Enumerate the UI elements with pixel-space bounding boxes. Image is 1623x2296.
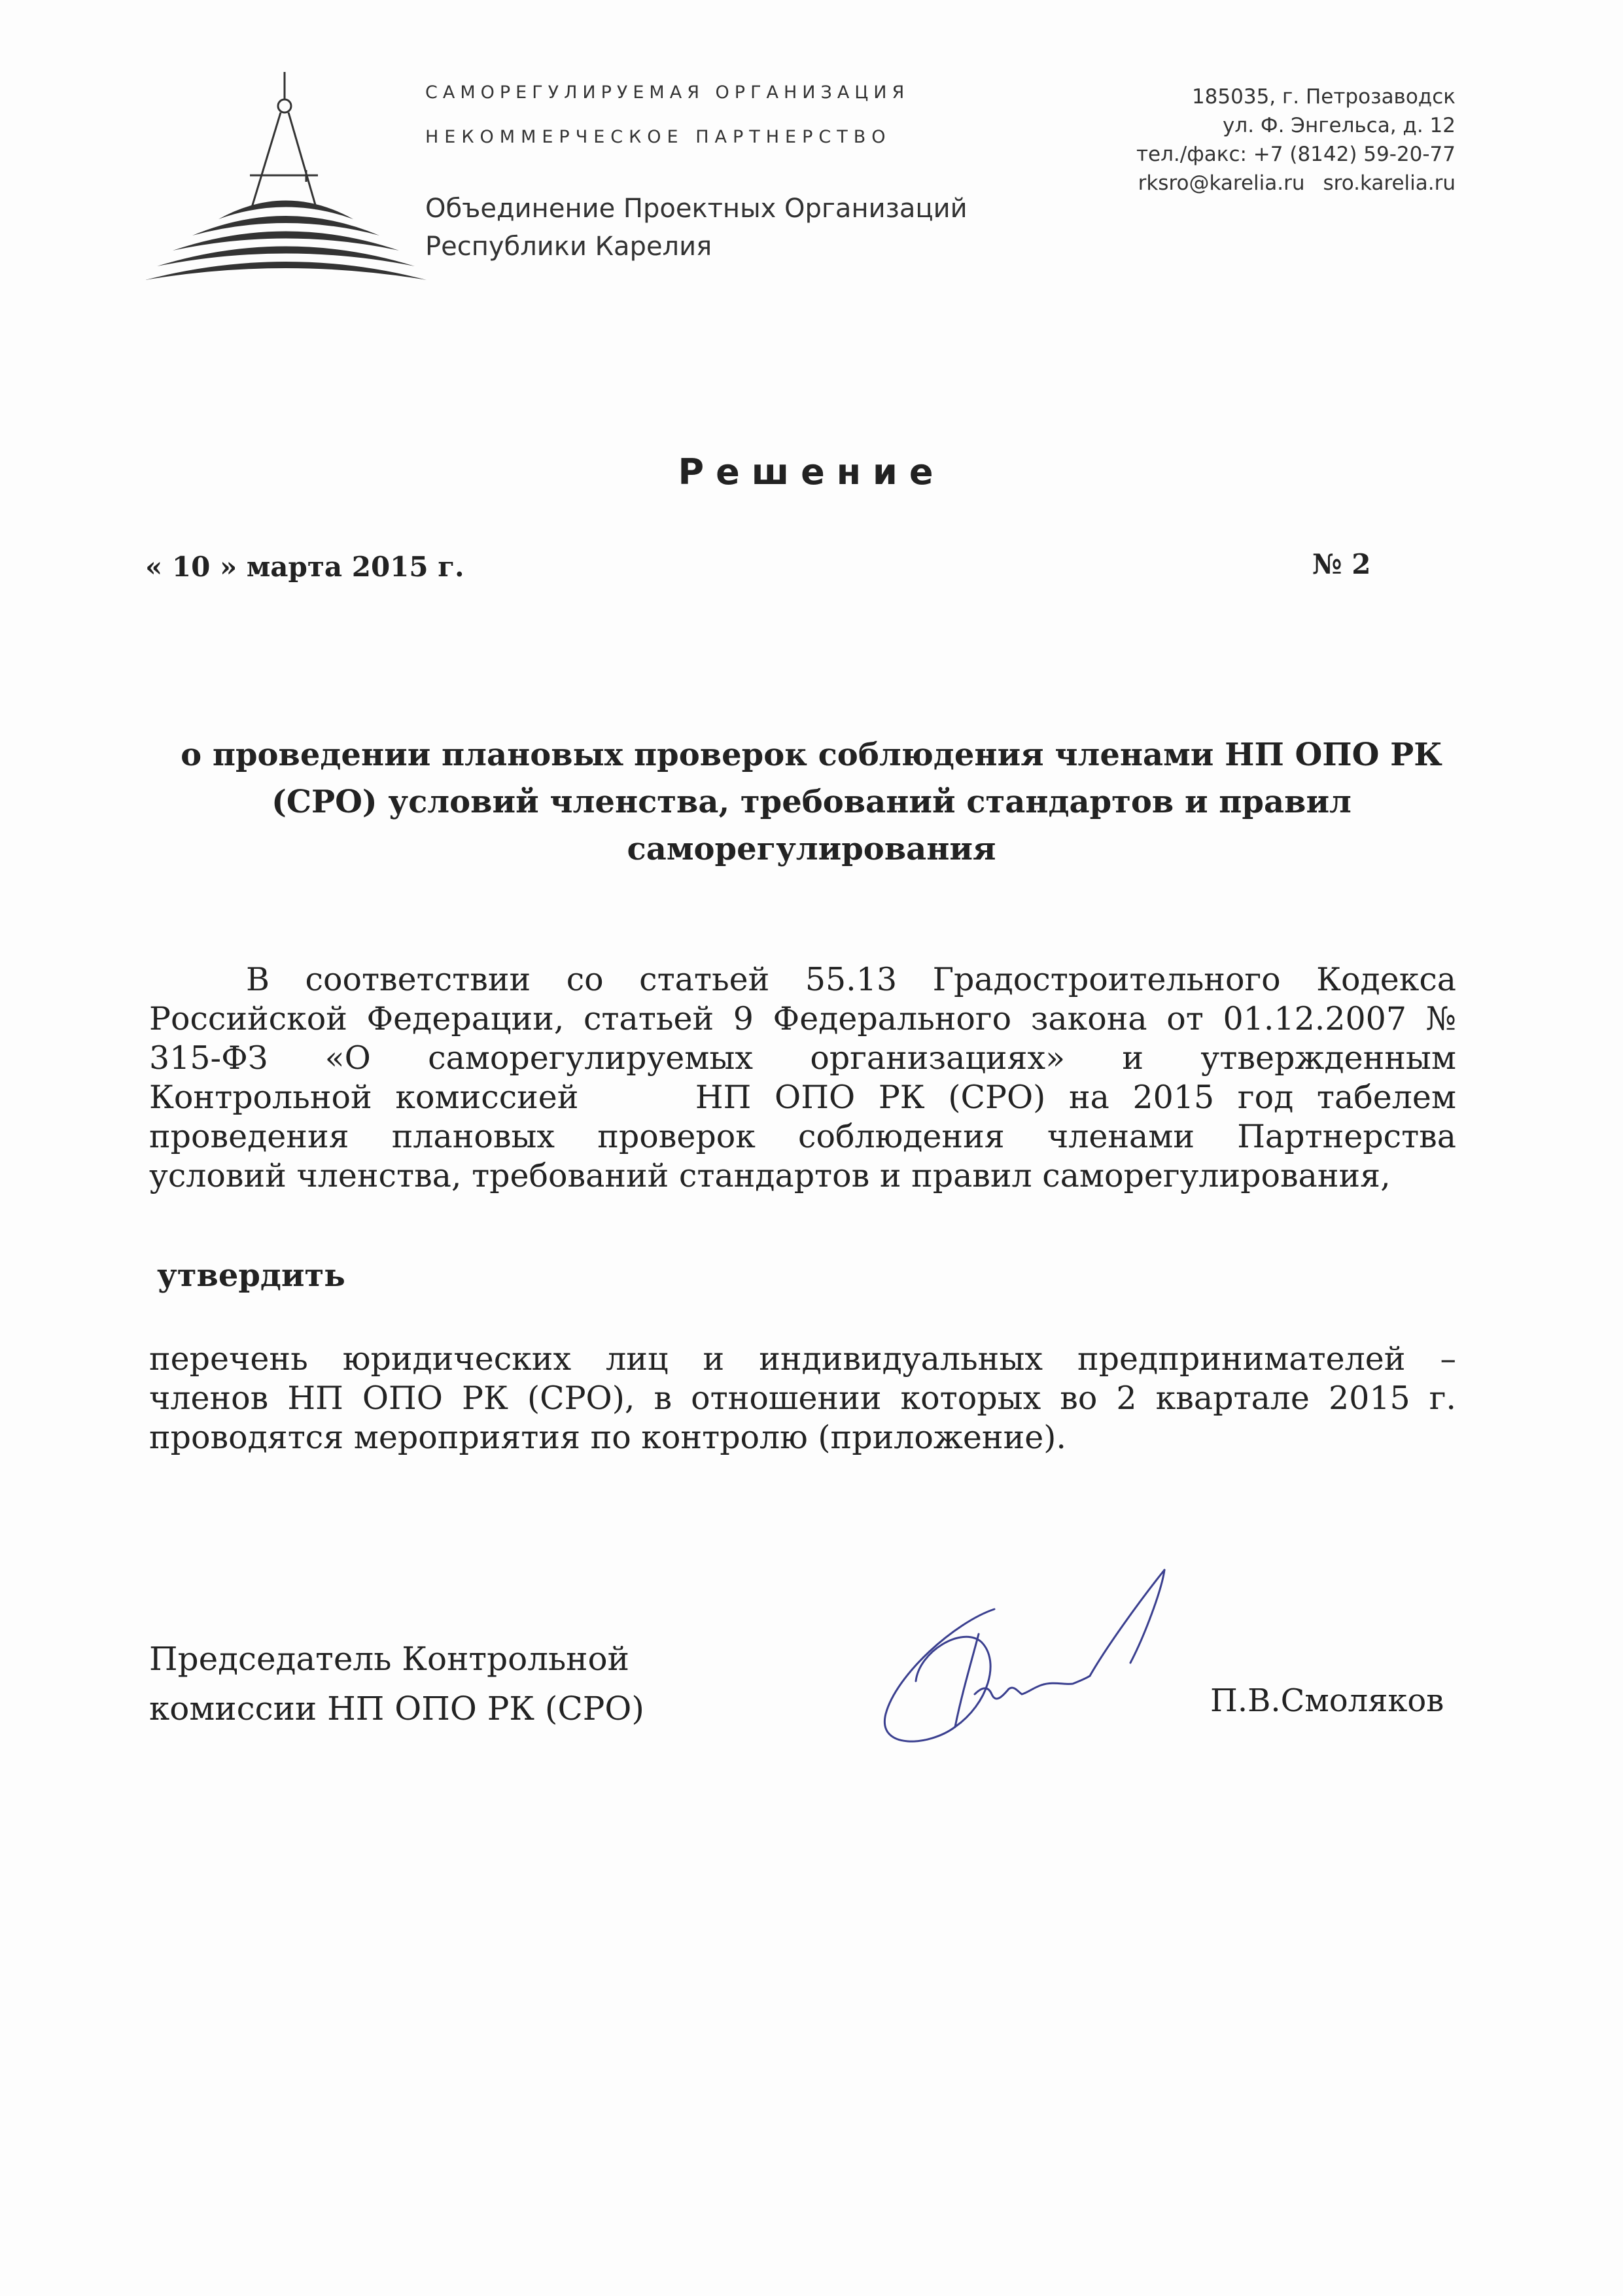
preamble-line: В соответствии со статьей 55.13 Градостроительного Кодекса [246,961,1456,998]
preamble-paragraph [149,960,1456,1196]
signer-name: П.В.Смоляков [1210,1682,1444,1719]
operative-paragraph [149,1340,1456,1457]
email-link: rksro@karelia.ru [1138,171,1305,195]
signer-position-line-2: комиссии НП ОПО РК (СРО) [149,1690,644,1728]
subject-line: (СРО) условий членства, требований стандартов и правил [271,784,1352,820]
subject-line: саморегулирования [627,831,996,867]
handwritten-signature [857,1563,1197,1760]
compass-dome-logo-icon [145,72,427,281]
preamble-line: Контрольной комиссией НП ОПО РК (СРО) на 2015 год табелем [149,1079,1456,1116]
contact-block [1136,82,1456,198]
email-website-row [1136,169,1456,198]
postal-address: 185035, г. Петрозаводск [1191,85,1456,109]
operative-line: членов НП ОПО РК (СРО), в отношении которых во 2 квартале 2015 г. [149,1380,1456,1417]
document-title: Решение [678,451,945,493]
preamble-line: условий членства, требований стандартов и правил саморегулирования, [149,1157,1391,1194]
signer-position-line-1: Председатель Контрольной [149,1640,629,1678]
subject-line: о проведении плановых проверок соблюдения членами НП ОПО РК [181,737,1442,773]
org-type-line-2: НЕКОММЕРЧЕСКОЕ ПАРТНЕРСТВО [425,127,892,147]
preamble-line: проведения плановых проверок соблюдения членами Партнерства [149,1118,1456,1155]
document-subject [105,731,1518,873]
org-name-line-1: Объединение Проектных Организаций [425,194,968,224]
operative-word: утвердить [157,1257,345,1294]
document-number: № 2 [1312,548,1371,580]
operative-line: проводятся мероприятия по контролю (приложение). [149,1419,1066,1456]
phone-fax: тел./факс: +7 (8142) 59-20-77 [1136,143,1456,166]
signer-position [149,1634,644,1733]
organization-name [425,190,968,266]
preamble-line: 315-ФЗ «О саморегулируемых организациях» и утвержденным [149,1039,1456,1077]
website-link: sro.karelia.ru [1323,171,1456,195]
signature-icon [857,1563,1197,1760]
operative-line: перечень юридических лиц и индивидуальных предпринимателей – [149,1340,1456,1378]
street-address: ул. Ф. Энгельса, д. 12 [1223,114,1456,137]
org-type-line-1: САМОРЕГУЛИРУЕМАЯ ОРГАНИЗАЦИЯ [425,82,910,103]
org-name-line-2: Республики Карелия [425,232,712,262]
preamble-line: Российской Федерации, статьей 9 Федерального закона от 01.12.2007 № [149,1000,1456,1037]
document-date: « 10 » марта 2015 г. [145,551,464,583]
organization-logo [145,72,427,281]
